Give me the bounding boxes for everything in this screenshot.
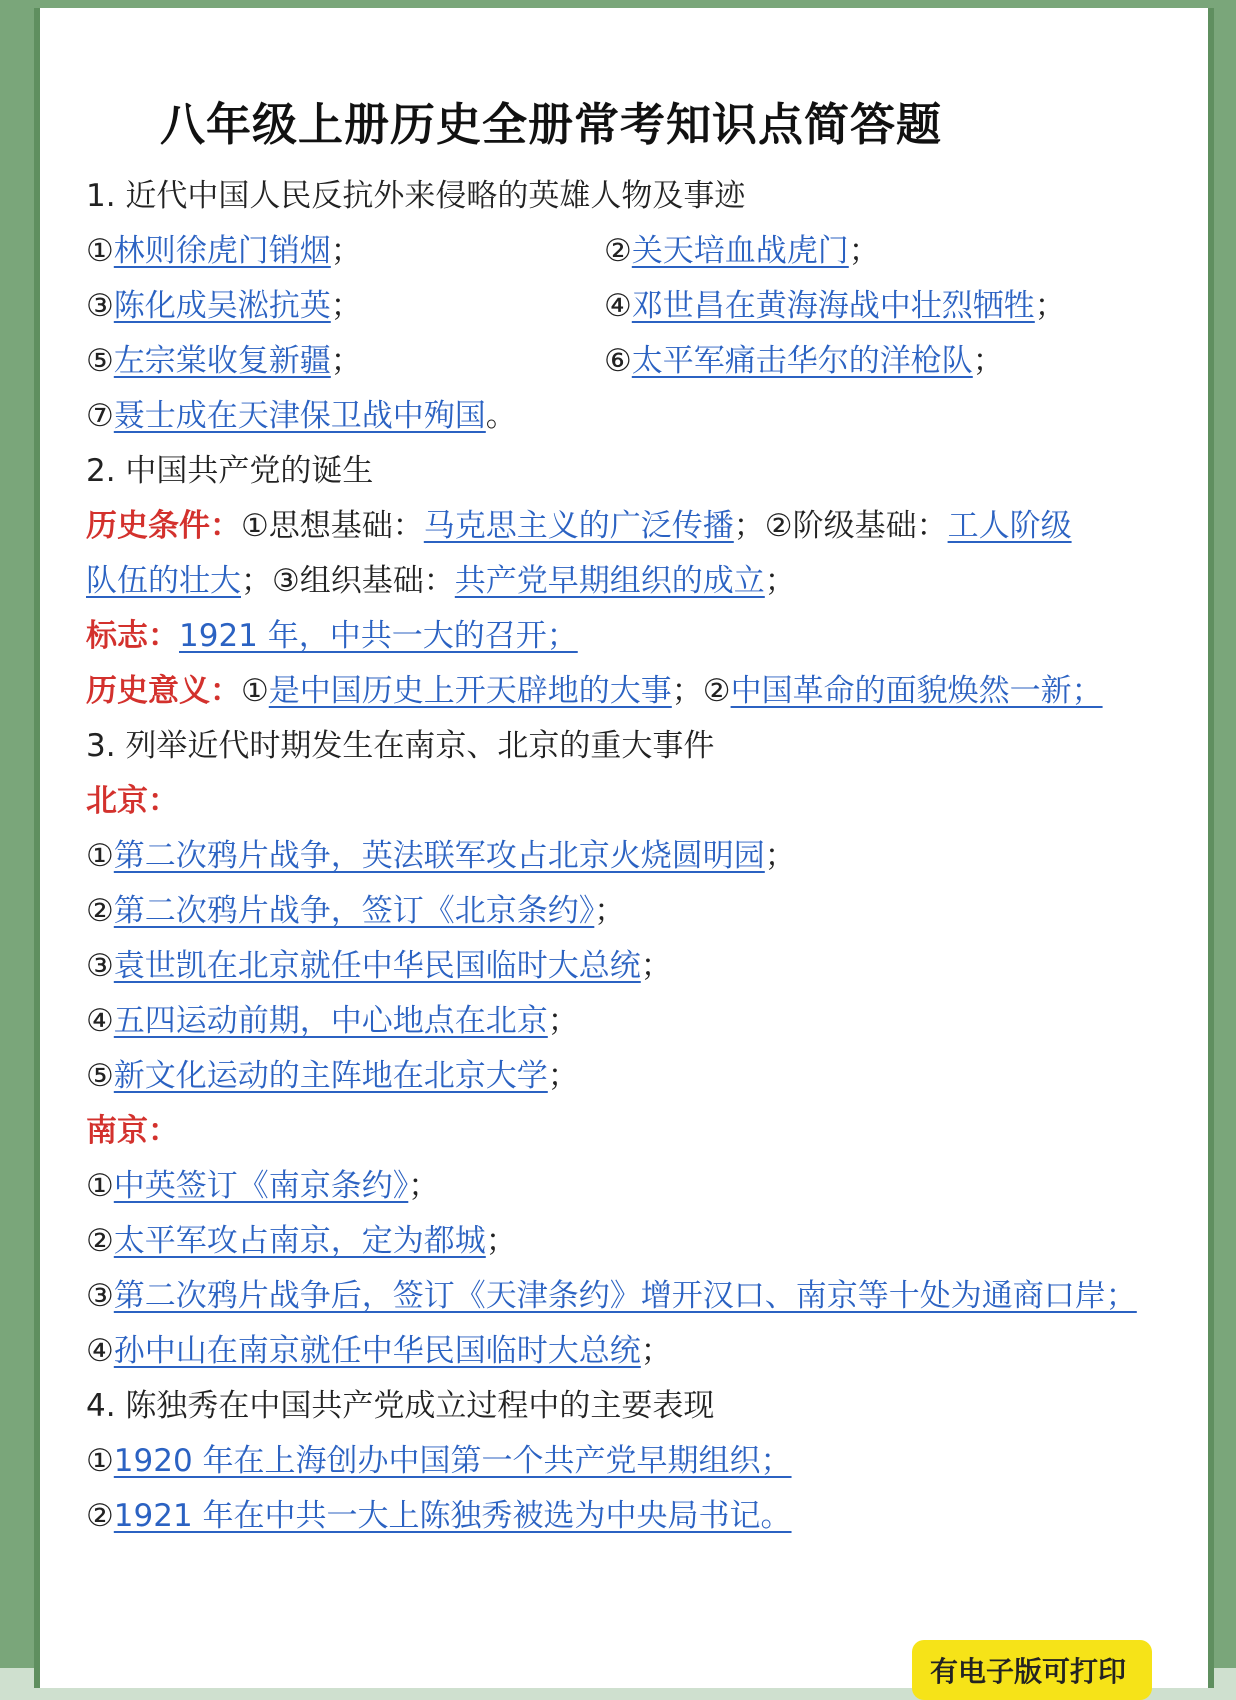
q3-nanjing-item-4: ④孙中山在南京就任中华民国临时大总统； <box>86 1333 672 1369</box>
q1-item-1: ①林则徐虎门销烟； <box>86 233 362 269</box>
q1-item-7: ⑦聂士成在天津保卫战中殉国。 <box>86 398 517 434</box>
q4-heading: 4. 陈独秀在中国共产党成立过程中的主要表现 <box>86 1388 715 1424</box>
q2-mark: 标志：1921 年，中共一大的召开； <box>86 618 578 654</box>
q2-heading: 2. 中国共产党的诞生 <box>86 453 374 489</box>
q1-item-5: ⑤左宗棠收复新疆； <box>86 343 362 379</box>
q3-beijing-item-1: ①第二次鸦片战争，英法联军攻占北京火烧圆明园； <box>86 838 796 874</box>
q3-heading: 3. 列举近代时期发生在南京、北京的重大事件 <box>86 728 715 764</box>
q2-conditions-line-1: 历史条件：①思想基础：马克思主义的广泛传播；②阶级基础：工人阶级 <box>86 508 1072 544</box>
q1-item-6: ⑥太平军痛击华尔的洋枪队； <box>604 343 1004 379</box>
q1-heading: 1. 近代中国人民反抗外来侵略的英雄人物及事迹 <box>86 178 746 214</box>
q3-beijing-item-4: ④五四运动前期，中心地点在北京； <box>86 1003 579 1039</box>
q3-nanjing-label: 南京： <box>86 1113 179 1149</box>
q2-conditions-line-2: 队伍的壮大；③组织基础：共产党早期组织的成立； <box>86 563 796 599</box>
q4-item-1: ①1920 年在上海创办中国第一个共产党早期组织； <box>86 1443 792 1479</box>
q3-beijing-item-5: ⑤新文化运动的主阵地在北京大学； <box>86 1058 579 1094</box>
q3-nanjing-item-1: ①中英签订《南京条约》； <box>86 1168 440 1204</box>
q1-item-2: ②关天培血战虎门； <box>604 233 880 269</box>
q3-beijing-item-2: ②第二次鸦片战争，签订《北京条约》； <box>86 893 626 929</box>
printable-tag: 有电子版可打印 <box>912 1640 1152 1700</box>
q3-beijing-label: 北京： <box>86 783 179 819</box>
q1-item-3: ③陈化成吴淞抗英； <box>86 288 362 324</box>
q3-beijing-item-3: ③袁世凯在北京就任中华民国临时大总统； <box>86 948 672 984</box>
q3-nanjing-item-2: ②太平军攻占南京，定为都城； <box>86 1223 517 1259</box>
q3-nanjing-item-3: ③第二次鸦片战争后，签订《天津条约》增开汉口、南京等十处为通商口岸； <box>86 1278 1137 1314</box>
q4-item-2: ②1921 年在中共一大上陈独秀被选为中央局书记。 <box>86 1498 792 1534</box>
q1-item-4: ④邓世昌在黄海海战中壮烈牺牲； <box>604 288 1066 324</box>
page-title: 八年级上册历史全册常考知识点简答题 <box>160 98 943 151</box>
q2-meaning: 历史意义：①是中国历史上开天辟地的大事；②中国革命的面貌焕然一新； <box>86 673 1103 709</box>
